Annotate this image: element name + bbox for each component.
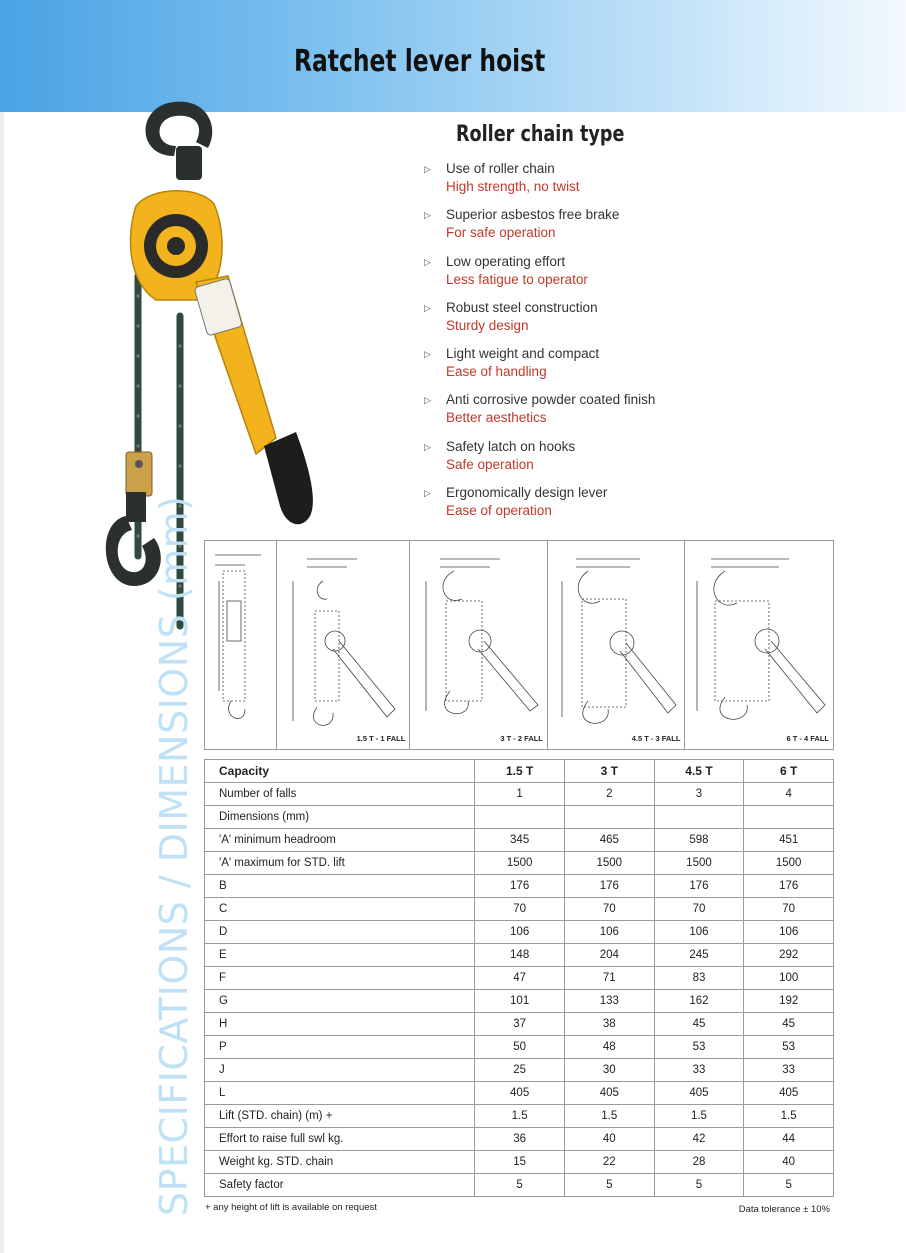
lever-grip <box>264 432 313 524</box>
bullet-triangle-icon: ▷ <box>424 164 431 174</box>
table-cell: 70 <box>744 898 834 921</box>
table-cell: 405 <box>475 1082 565 1105</box>
row-label: L <box>205 1082 475 1105</box>
table-row <box>205 990 834 1013</box>
table-cell: 106 <box>654 921 744 944</box>
table-cell: 83 <box>654 967 744 990</box>
table-row <box>205 806 834 829</box>
table-header-row <box>205 760 834 783</box>
table-cell: 71 <box>564 967 654 990</box>
table-cell: 176 <box>744 875 834 898</box>
row-label: Dimensions (mm) <box>205 806 475 829</box>
table-cell: 50 <box>475 1036 565 1059</box>
table-cell: 5 <box>475 1174 565 1197</box>
drawing-side-view <box>205 541 277 749</box>
table-cell <box>744 806 834 829</box>
row-label: D <box>205 921 475 944</box>
row-label: Number of falls <box>205 783 475 806</box>
table-cell: 192 <box>744 990 834 1013</box>
feature-item: ▷ Superior asbestos free brake For safe operation <box>424 207 620 241</box>
table-cell: 162 <box>654 990 744 1013</box>
table-cell: 5 <box>654 1174 744 1197</box>
table-cell: 101 <box>475 990 565 1013</box>
table-cell: 204 <box>564 944 654 967</box>
table-cell: 1.5 <box>564 1105 654 1128</box>
drawing-4-5t: 4.5 T - 3 FALL <box>548 541 686 749</box>
table-row <box>205 967 834 990</box>
table-cell: 30 <box>564 1059 654 1082</box>
table-row <box>205 1128 834 1151</box>
feature-item: ▷ Ergonomically design lever Ease of operation <box>424 485 608 519</box>
footnote: + any height of lift is available on request <box>205 1202 377 1213</box>
table-cell: 2 <box>564 783 654 806</box>
table-cell: 405 <box>564 1082 654 1105</box>
table-cell: 36 <box>475 1128 565 1151</box>
table-cell: 3 <box>654 783 744 806</box>
table-cell <box>564 806 654 829</box>
table-row <box>205 1013 834 1036</box>
feature-item: ▷ Safety latch on hooks Safe operation <box>424 438 576 472</box>
table-cell: 148 <box>475 944 565 967</box>
table-cell: 1.5 <box>475 1105 565 1128</box>
row-label: E <box>205 944 475 967</box>
table-cell: 40 <box>564 1128 654 1151</box>
drawing-1-5t: 1.5 T - 1 FALL <box>277 541 411 749</box>
row-label: 'A' minimum headroom <box>205 829 475 852</box>
table-cell: 4 <box>744 783 834 806</box>
data-tolerance: Data tolerance ± 10% <box>738 1204 830 1215</box>
table-cell: 70 <box>564 898 654 921</box>
row-label: Weight kg. STD. chain <box>205 1151 475 1174</box>
table-cell: 22 <box>564 1151 654 1174</box>
row-label: Lift (STD. chain) (m) + <box>205 1105 475 1128</box>
table-row <box>205 852 834 875</box>
feature-item: ▷ Use of roller chain High strength, no twist <box>424 161 580 194</box>
row-label: J <box>205 1059 475 1082</box>
table-cell: 5 <box>744 1174 834 1197</box>
bullet-triangle-icon: ▷ <box>424 349 431 360</box>
row-label: B <box>205 875 475 898</box>
table-cell <box>475 806 565 829</box>
table-cell: 44 <box>744 1128 834 1151</box>
table-row <box>205 944 834 967</box>
table-cell: 451 <box>744 829 834 852</box>
table-row <box>205 921 834 944</box>
table-header-cell: 6 T <box>744 760 834 783</box>
table-cell: 345 <box>475 829 565 852</box>
table-cell: 1500 <box>654 852 744 875</box>
table-row <box>205 783 834 806</box>
table-cell: 100 <box>744 967 834 990</box>
table-row <box>205 1036 834 1059</box>
table-cell: 48 <box>564 1036 654 1059</box>
bullet-triangle-icon: ▷ <box>424 302 431 313</box>
bullet-triangle-icon: ▷ <box>424 256 431 267</box>
feature-item: ▷ Robust steel construction Sturdy design <box>424 299 598 333</box>
table-cell: 1500 <box>564 852 654 875</box>
feature-list <box>424 160 874 530</box>
row-label: C <box>205 898 475 921</box>
table-cell: 28 <box>654 1151 744 1174</box>
table-cell: 176 <box>654 875 744 898</box>
row-label: F <box>205 967 475 990</box>
page-title: Ratchet lever hoist <box>294 44 546 79</box>
row-label: 'A' maximum for STD. lift <box>205 852 475 875</box>
feature-item: ▷ Light weight and compact Ease of handling <box>424 346 600 380</box>
table-cell: 405 <box>654 1082 744 1105</box>
table-header-cell: Capacity <box>205 760 475 783</box>
table-row <box>205 1059 834 1082</box>
table-cell: 33 <box>654 1059 744 1082</box>
table-cell: 70 <box>654 898 744 921</box>
row-label: Safety factor <box>205 1174 475 1197</box>
table-cell: 106 <box>744 921 834 944</box>
table-header-cell: 1.5 T <box>475 760 565 783</box>
table-cell: 245 <box>654 944 744 967</box>
table-row <box>205 1082 834 1105</box>
table-header-cell: 3 T <box>564 760 654 783</box>
table-cell: 33 <box>744 1059 834 1082</box>
table-cell: 40 <box>744 1151 834 1174</box>
feature-item: ▷ Low operating effort Less fatigue to operator <box>424 253 588 287</box>
dimension-drawings <box>204 540 834 750</box>
table-cell: 1.5 <box>744 1105 834 1128</box>
bullet-triangle-icon: ▷ <box>424 210 431 221</box>
table-cell: 25 <box>475 1059 565 1082</box>
table-cell: 1 <box>475 783 565 806</box>
table-cell: 45 <box>654 1013 744 1036</box>
feature-item: ▷ Anti corrosive powder coated finish Better aesthetics <box>424 392 656 426</box>
table-cell: 45 <box>744 1013 834 1036</box>
table-cell: 292 <box>744 944 834 967</box>
table-cell: 106 <box>475 921 565 944</box>
table-cell: 598 <box>654 829 744 852</box>
table-cell: 1500 <box>475 852 565 875</box>
table-cell: 465 <box>564 829 654 852</box>
table-row <box>205 1174 834 1197</box>
table-cell: 53 <box>654 1036 744 1059</box>
table-cell: 133 <box>564 990 654 1013</box>
table-row <box>205 1151 834 1174</box>
drawing-6t: 6 T - 4 FALL <box>685 541 833 749</box>
row-label: H <box>205 1013 475 1036</box>
table-cell: 47 <box>475 967 565 990</box>
table-row <box>205 875 834 898</box>
drawing-3t: 3 T - 2 FALL <box>410 541 548 749</box>
table-cell: 42 <box>654 1128 744 1151</box>
spec-table <box>204 759 834 1197</box>
table-cell: 53 <box>744 1036 834 1059</box>
table-row <box>205 829 834 852</box>
bullet-triangle-icon: ▷ <box>424 395 431 406</box>
table-cell: 70 <box>475 898 565 921</box>
row-label: G <box>205 990 475 1013</box>
table-cell <box>654 806 744 829</box>
side-label: SPECIFICATIONS / DIMENSIONS (mm) <box>152 495 196 1216</box>
table-cell: 15 <box>475 1151 565 1174</box>
table-cell: 37 <box>475 1013 565 1036</box>
row-label: Effort to raise full swl kg. <box>205 1128 475 1151</box>
row-label: P <box>205 1036 475 1059</box>
table-row <box>205 1105 834 1128</box>
table-header-cell: 4.5 T <box>654 760 744 783</box>
table-cell: 176 <box>475 875 565 898</box>
bullet-triangle-icon: ▷ <box>424 441 431 452</box>
left-rule <box>0 112 4 1253</box>
table-cell: 38 <box>564 1013 654 1036</box>
table-cell: 5 <box>564 1174 654 1197</box>
product-subtitle: Roller chain type <box>456 122 625 147</box>
bullet-triangle-icon: ▷ <box>424 488 431 499</box>
table-cell: 176 <box>564 875 654 898</box>
table-cell: 1500 <box>744 852 834 875</box>
table-cell: 106 <box>564 921 654 944</box>
table-row <box>205 898 834 921</box>
table-cell: 405 <box>744 1082 834 1105</box>
table-cell: 1.5 <box>654 1105 744 1128</box>
